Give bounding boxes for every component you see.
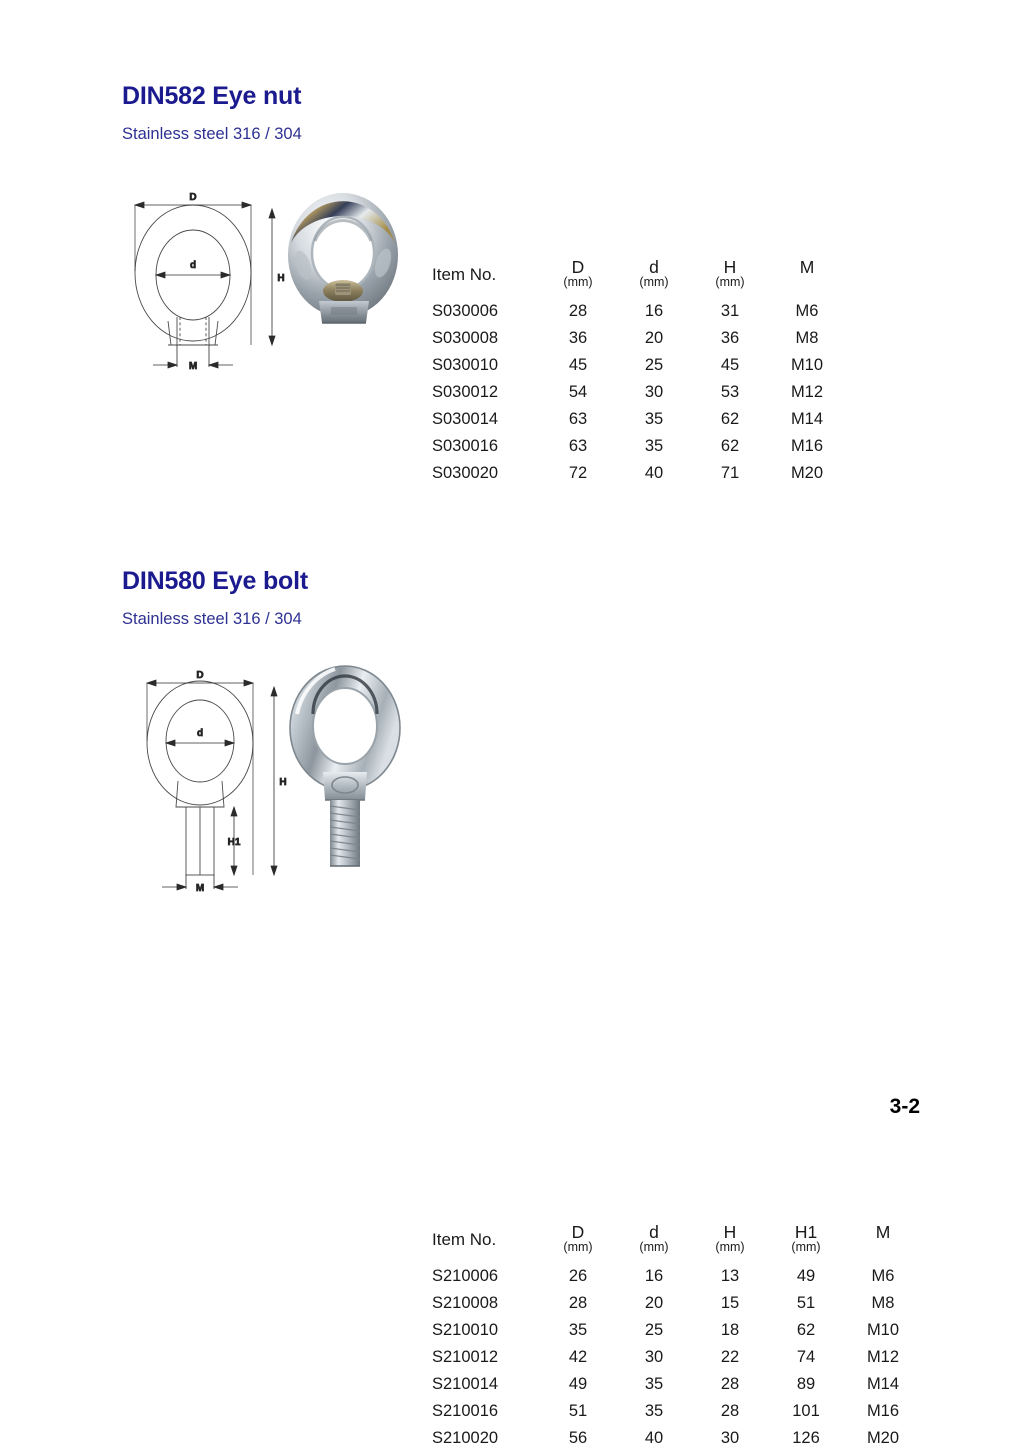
eye-bolt-technical-drawing — [128, 655, 308, 895]
column-header-H: H — [723, 1221, 737, 1242]
cell-d: 25 — [644, 1321, 664, 1340]
svg-text:d: d — [196, 728, 204, 739]
cell-H: 13 — [720, 1267, 740, 1286]
cell-H: 22 — [720, 1348, 740, 1367]
table-row — [432, 1317, 922, 1344]
cell-d: 20 — [644, 329, 664, 348]
cell-item-no: S210012 — [432, 1348, 499, 1367]
cell-H: 15 — [720, 1294, 740, 1313]
section-title-eye-bolt: DIN580 Eye bolt — [122, 567, 308, 595]
column-header-H1: H1 — [794, 1221, 818, 1242]
cell-H: 53 — [720, 383, 740, 402]
cell-item-no: S210016 — [432, 1402, 499, 1421]
table-header-eye-bolt — [432, 1215, 922, 1263]
cell-D: 49 — [568, 1375, 588, 1394]
column-unit-D: (mm) — [563, 1240, 593, 1254]
cell-d: 25 — [644, 356, 664, 375]
cell-M: M20 — [790, 464, 824, 483]
svg-text:M: M — [195, 883, 205, 894]
cell-item-no: S030020 — [432, 464, 499, 483]
cell-item-no: S210010 — [432, 1321, 499, 1340]
column-header-M: M — [875, 1221, 891, 1242]
column-unit-M — [844, 1241, 922, 1263]
column-header-D: D — [571, 256, 585, 277]
cell-M: M20 — [866, 1429, 900, 1448]
table-row — [432, 460, 846, 487]
column-header-D: D — [571, 1221, 585, 1242]
cell-H: 71 — [720, 464, 740, 483]
cell-H1: 62 — [796, 1321, 816, 1340]
cell-item-no: S030006 — [432, 302, 499, 321]
cell-item-no: S210020 — [432, 1429, 499, 1448]
cell-H: 31 — [720, 302, 740, 321]
eye-nut-technical-drawing — [118, 175, 303, 380]
cell-M: M14 — [866, 1375, 900, 1394]
table-row — [432, 1263, 922, 1290]
cell-M: M16 — [790, 437, 824, 456]
svg-text:d: d — [189, 260, 197, 271]
cell-H1: 89 — [796, 1375, 816, 1394]
eye-bolt-product-photo — [283, 660, 408, 875]
cell-D: 51 — [568, 1402, 588, 1421]
table-row — [432, 433, 846, 460]
table-row — [432, 1398, 922, 1425]
cell-d: 35 — [644, 437, 664, 456]
table-row — [432, 406, 846, 433]
cell-M: M10 — [866, 1321, 900, 1340]
table-row — [432, 325, 846, 352]
cell-d: 30 — [644, 383, 664, 402]
figure-area-eye-nut — [118, 175, 418, 425]
cell-M: M8 — [871, 1294, 895, 1313]
table-row — [432, 352, 846, 379]
cell-D: 28 — [568, 302, 588, 321]
column-unit-d: (mm) — [639, 1240, 669, 1254]
column-header-d: d — [649, 1221, 659, 1242]
cell-M: M6 — [871, 1267, 895, 1286]
cell-M: M14 — [790, 410, 824, 429]
table-body-eye-nut — [432, 298, 846, 487]
svg-text:H: H — [277, 273, 285, 284]
cell-H: 36 — [720, 329, 740, 348]
table-row — [432, 298, 846, 325]
cell-D: 26 — [568, 1267, 588, 1286]
column-header-M: M — [799, 256, 815, 277]
page-number: 3-2 — [889, 1095, 920, 1118]
cell-D: 28 — [568, 1294, 588, 1313]
cell-D: 63 — [568, 437, 588, 456]
cell-H1: 49 — [796, 1267, 816, 1286]
cell-D: 42 — [568, 1348, 588, 1367]
cell-item-no: S210014 — [432, 1375, 499, 1394]
cell-d: 20 — [644, 1294, 664, 1313]
cell-D: 36 — [568, 329, 588, 348]
table-row — [432, 1290, 922, 1317]
column-unit-D: (mm) — [563, 275, 593, 289]
svg-text:M: M — [188, 361, 198, 372]
cell-H: 28 — [720, 1402, 740, 1421]
cell-M: M8 — [795, 329, 819, 348]
cell-d: 35 — [644, 1402, 664, 1421]
table-row — [432, 379, 846, 406]
cell-d: 35 — [644, 410, 664, 429]
cell-D: 54 — [568, 383, 588, 402]
svg-text:H: H — [279, 777, 287, 788]
section-title-eye-nut: DIN582 Eye nut — [122, 82, 302, 110]
cell-M: M6 — [795, 302, 819, 321]
cell-D: 63 — [568, 410, 588, 429]
cell-item-no: S030012 — [432, 383, 499, 402]
cell-M: M12 — [790, 383, 824, 402]
spec-table-eye-bolt — [432, 1215, 922, 1452]
cell-d: 40 — [644, 464, 664, 483]
cell-H1: 101 — [792, 1402, 820, 1421]
cell-M: M10 — [790, 356, 824, 375]
column-header-item-no: Item No. — [432, 1229, 497, 1249]
column-header-H: H — [723, 256, 737, 277]
cell-D: 72 — [568, 464, 588, 483]
cell-item-no: S030010 — [432, 356, 499, 375]
spec-table-eye-nut — [432, 250, 846, 487]
eye-nut-product-photo — [281, 183, 406, 343]
svg-text:H1: H1 — [227, 837, 241, 848]
cell-M: M16 — [866, 1402, 900, 1421]
cell-item-no: S210008 — [432, 1294, 499, 1313]
column-unit-M — [768, 276, 846, 298]
table-row — [432, 1425, 922, 1452]
cell-H: 30 — [720, 1429, 740, 1448]
table-header-eye-nut — [432, 250, 846, 298]
column-unit-H: (mm) — [715, 275, 745, 289]
cell-H: 62 — [720, 437, 740, 456]
cell-d: 16 — [644, 1267, 664, 1286]
column-unit-H: (mm) — [715, 1240, 745, 1254]
column-unit-d: (mm) — [639, 275, 669, 289]
column-unit-H1: (mm) — [791, 1240, 821, 1254]
cell-item-no: S030014 — [432, 410, 499, 429]
table-row — [432, 1371, 922, 1398]
section-subtitle-eye-bolt: Stainless steel 316 / 304 — [122, 610, 302, 628]
cell-H: 18 — [720, 1321, 740, 1340]
cell-d: 30 — [644, 1348, 664, 1367]
table-body-eye-bolt — [432, 1263, 922, 1452]
cell-H1: 126 — [792, 1429, 820, 1448]
figure-area-eye-bolt — [128, 655, 428, 905]
cell-item-no: S030008 — [432, 329, 499, 348]
cell-M: M12 — [866, 1348, 900, 1367]
table-row — [432, 1344, 922, 1371]
cell-d: 35 — [644, 1375, 664, 1394]
cell-item-no: S030016 — [432, 437, 499, 456]
svg-text:D: D — [189, 192, 197, 203]
cell-H: 45 — [720, 356, 740, 375]
cell-d: 40 — [644, 1429, 664, 1448]
cell-D: 35 — [568, 1321, 588, 1340]
cell-H: 28 — [720, 1375, 740, 1394]
cell-H1: 51 — [796, 1294, 816, 1313]
section-subtitle-eye-nut: Stainless steel 316 / 304 — [122, 125, 302, 143]
cell-item-no: S210006 — [432, 1267, 499, 1286]
cell-H1: 74 — [796, 1348, 816, 1367]
column-header-item-no: Item No. — [432, 264, 497, 284]
cell-d: 16 — [644, 302, 664, 321]
column-header-d: d — [649, 256, 659, 277]
cell-D: 45 — [568, 356, 588, 375]
cell-D: 56 — [568, 1429, 588, 1448]
svg-text:D: D — [196, 670, 204, 681]
cell-H: 62 — [720, 410, 740, 429]
